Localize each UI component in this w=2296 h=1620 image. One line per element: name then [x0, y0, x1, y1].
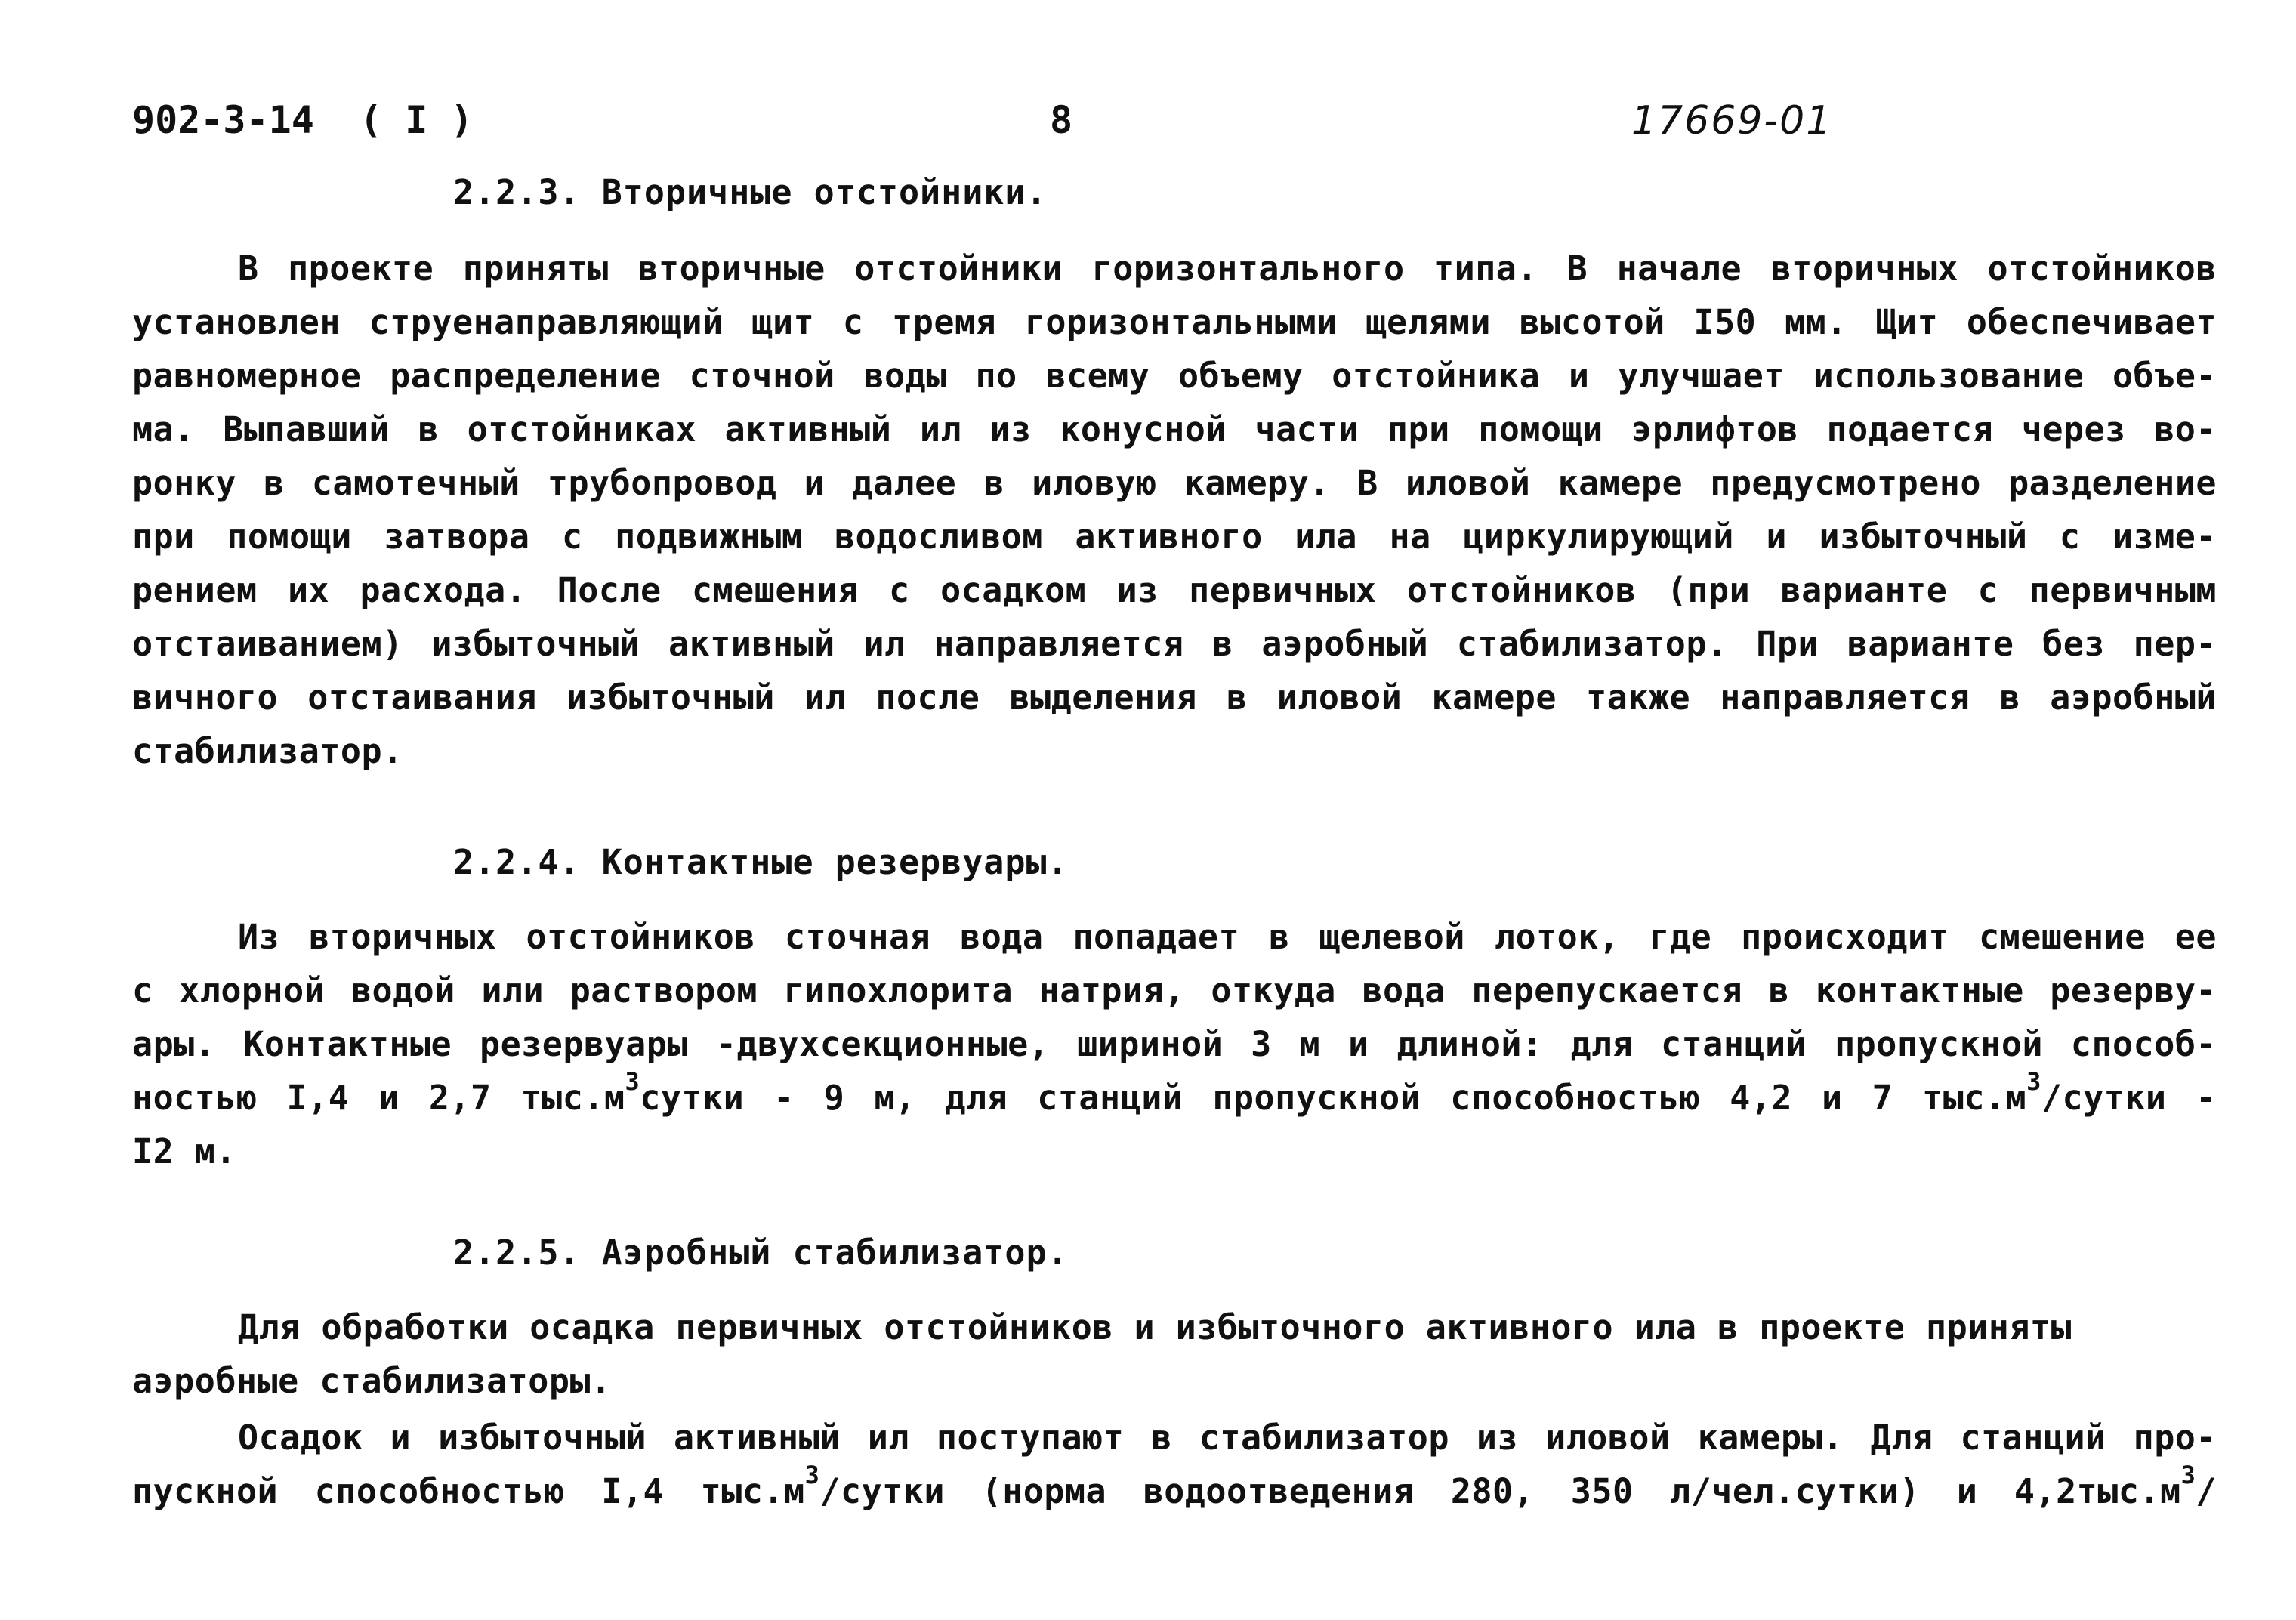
superscript-cubic: 3	[804, 1461, 820, 1489]
section-heading-2-2-5: 2.2.5. Аэробный стабилизатор.	[453, 1233, 1069, 1273]
line-text: /сутки -	[2041, 1078, 2217, 1118]
line-text: /сутки (норма водоотведения 280, 350 л/чел.сутки) и 4,2тыс.м	[819, 1471, 2181, 1511]
paragraph-line: установлен струенаправляющий щит с тремя горизонтальными щелями высотой I50 мм. Щит обеспечивает	[132, 302, 2217, 342]
section-2-2-3-paragraph	[132, 242, 2217, 778]
paragraph-line	[132, 1461, 2217, 1518]
paragraph-line: при помощи затвора с подвижным водосливом активного ила на циркулирующий и избыточный с изме-	[132, 517, 2217, 557]
handwritten-inventory-number: 17669-01	[1631, 98, 1833, 143]
section-2-2-5-paragraph-2	[132, 1411, 2217, 1518]
paragraph-line: Из вторичных отстойников сточная вода попадает в щелевой лоток, где происходит смешение ее	[238, 917, 2217, 957]
paragraph-line: рением их расхода. После смешения с осадком из первичных отстойников (при варианте с первичным	[132, 570, 2217, 610]
superscript-cubic: 3	[625, 1067, 640, 1096]
page-number: 8	[1050, 98, 1073, 142]
paragraph-line: В проекте приняты вторичные отстойники горизонтального типа. В начале вторичных отстойников	[238, 248, 2217, 289]
superscript-cubic: 3	[2180, 1461, 2196, 1489]
line-text: сутки - 9 м, для станций пропускной способностью 4,2 и 7 тыс.м	[640, 1078, 2027, 1118]
paragraph-line: Осадок и избыточный активный ил поступают в стабилизатор из иловой камеры. Для станций про-	[238, 1418, 2217, 1458]
section-2-2-5-paragraph	[132, 1301, 2217, 1408]
section-heading-2-2-4: 2.2.4. Контактные резервуары.	[453, 842, 1069, 882]
paragraph-line: вичного отстаивания избыточный ил после выделения в иловой камере также направляется в аэробный	[132, 677, 2217, 717]
line-text: пускной способностью I,4 тыс.м	[132, 1471, 805, 1511]
section-2-2-4-paragraph	[132, 910, 2217, 1178]
paragraph-line	[132, 1067, 2217, 1125]
paragraph-line: ма. Выпавший в отстойниках активный ил из конусной части при помощи эрлифтов подается через во-	[132, 409, 2217, 449]
line-text: /	[2196, 1471, 2217, 1511]
paragraph-line: I2 м.	[132, 1131, 236, 1171]
paragraph-line: с хлорной водой или раствором гипохлорита натрия, откуда вода перепускается в контактные резерву-	[132, 970, 2217, 1011]
paragraph-line: ары. Контактные резервуары -двухсекционные, шириной 3 м и длиной: для станций пропускной способ-	[132, 1024, 2217, 1064]
section-heading-2-2-3: 2.2.3. Вторичные отстойники.	[453, 172, 1048, 212]
superscript-cubic: 3	[2026, 1067, 2041, 1096]
paragraph-line: аэробные стабилизаторы.	[132, 1361, 612, 1401]
paragraph-line: ронку в самотечный трубопровод и далее в иловую камеру. В иловой камере предусмотрено разделение	[132, 463, 2217, 503]
paragraph-line: Для обработки осадка первичных отстойников и избыточного активного ила в проекте приняты	[238, 1307, 2072, 1347]
document-code: 902-3-14 ( I )	[132, 98, 474, 142]
line-text: ностью I,4 и 2,7 тыс.м	[132, 1078, 625, 1118]
paragraph-line: отстаиванием) избыточный активный ил направляется в аэробный стабилизатор. При варианте без пер-	[132, 624, 2217, 664]
paragraph-line: стабилизатор.	[132, 731, 403, 771]
paragraph-line: равномерное распределение сточной воды по всему объему отстойника и улучшает использование объе-	[132, 356, 2217, 396]
